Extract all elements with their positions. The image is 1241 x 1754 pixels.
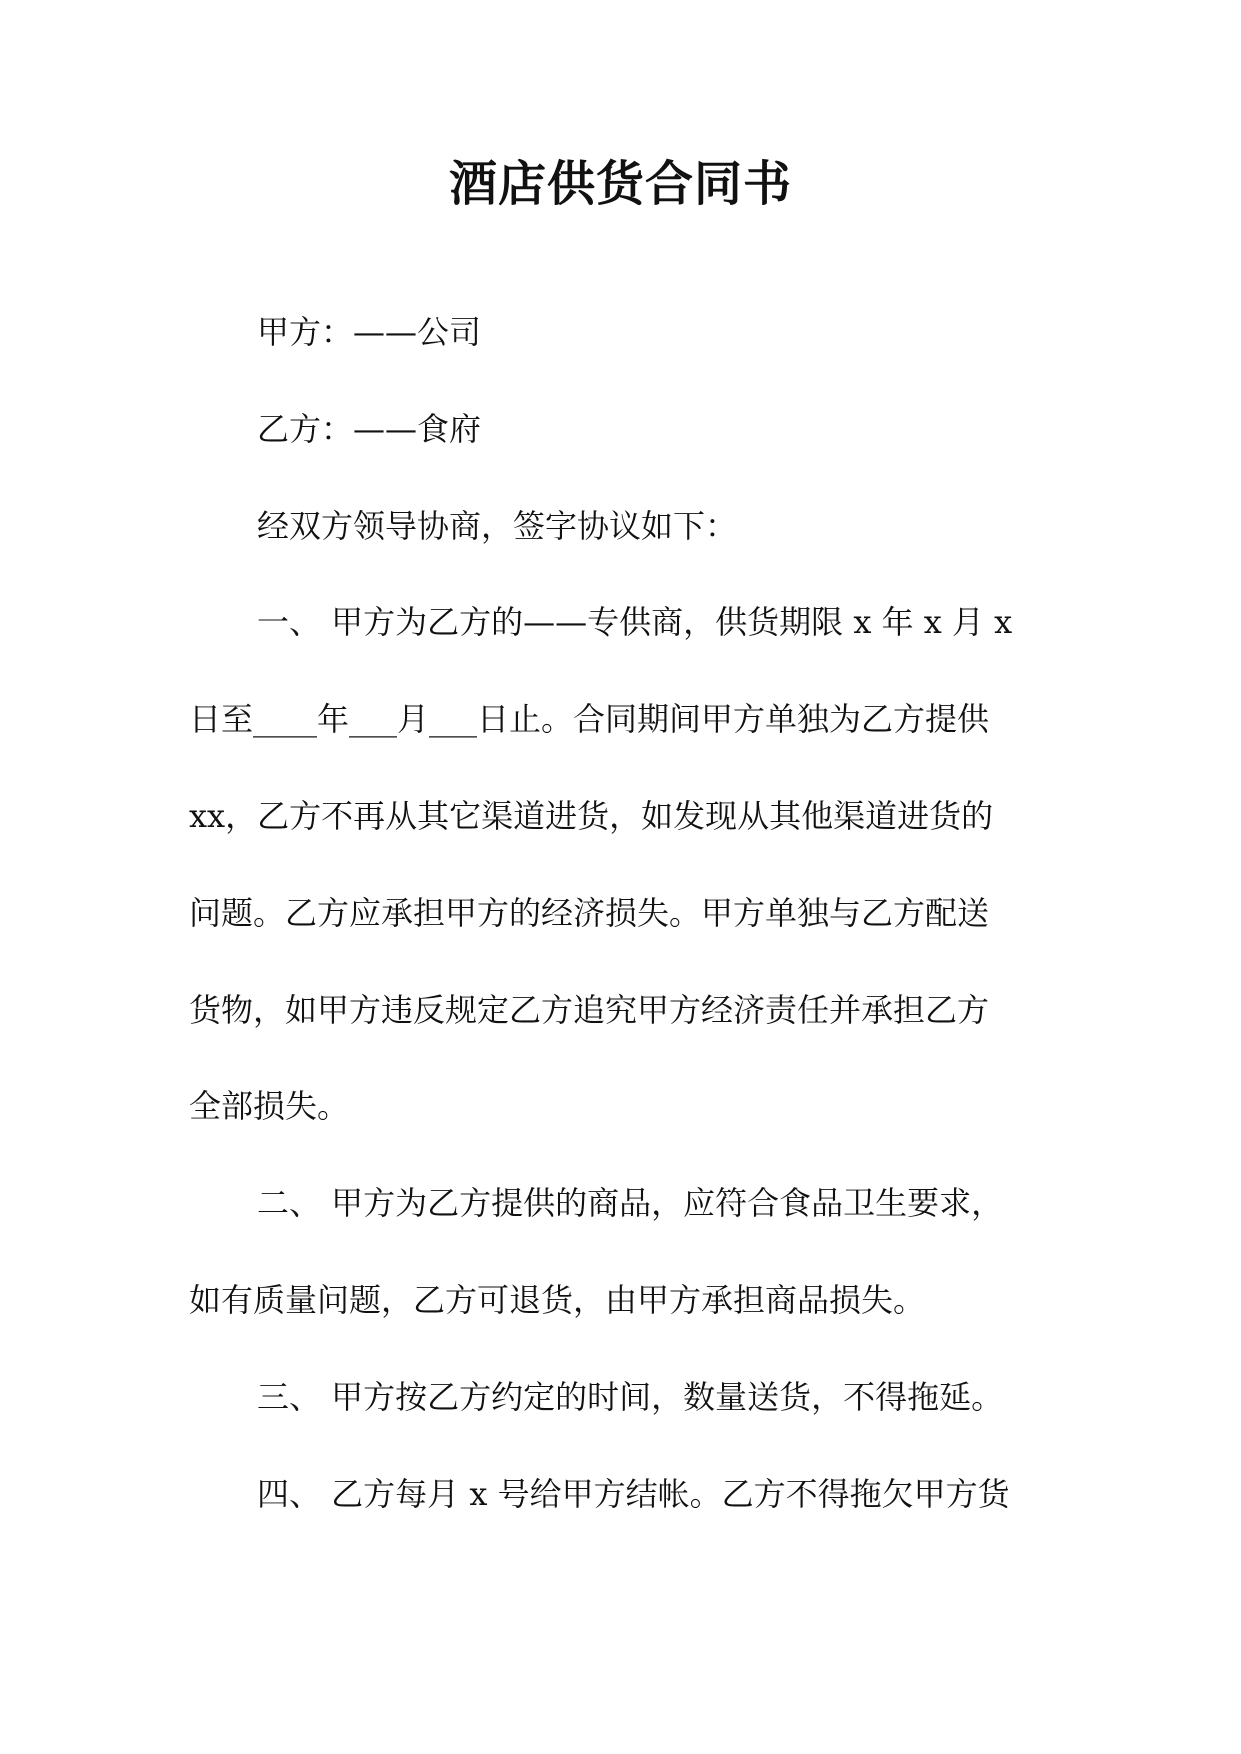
clause-1-line-5: 货物，如甲方违反规定乙方追究甲方经济责任并承担乙方: [189, 991, 990, 1029]
party-b-line: 乙方：——食府: [257, 410, 482, 448]
clause-4-line-1: 四、 乙方每月 x 号给甲方结帐。乙方不得拖欠甲方货: [257, 1475, 1010, 1513]
clause-2-line-1: 二、 甲方为乙方提供的商品，应符合食品卫生要求，: [257, 1184, 1004, 1222]
clause-1-line-6: 全部损失。: [189, 1087, 350, 1125]
clause-1-line-2: 日至____年___月___日止。合同期间甲方单独为乙方提供: [189, 700, 990, 738]
clause-1-line-1: 一、 甲方为乙方的——专供商，供货期限 x 年 x 月 x: [257, 603, 1013, 641]
clause-2-line-2: 如有质量问题，乙方可退货，由甲方承担商品损失。: [189, 1281, 926, 1319]
agreement-intro: 经双方领导协商，签字协议如下：: [257, 507, 738, 545]
party-a-line: 甲方：——公司: [257, 313, 482, 351]
clause-1-line-3: xx，乙方不再从其它渠道进货，如发现从其他渠道进货的: [189, 797, 994, 835]
clause-3-line-1: 三、 甲方按乙方约定的时间，数量送货，不得拖延。: [257, 1378, 1004, 1416]
clause-1-line-4: 问题。乙方应承担甲方的经济损失。甲方单独与乙方配送: [189, 894, 990, 932]
document-title: 酒店供货合同书: [448, 156, 792, 212]
